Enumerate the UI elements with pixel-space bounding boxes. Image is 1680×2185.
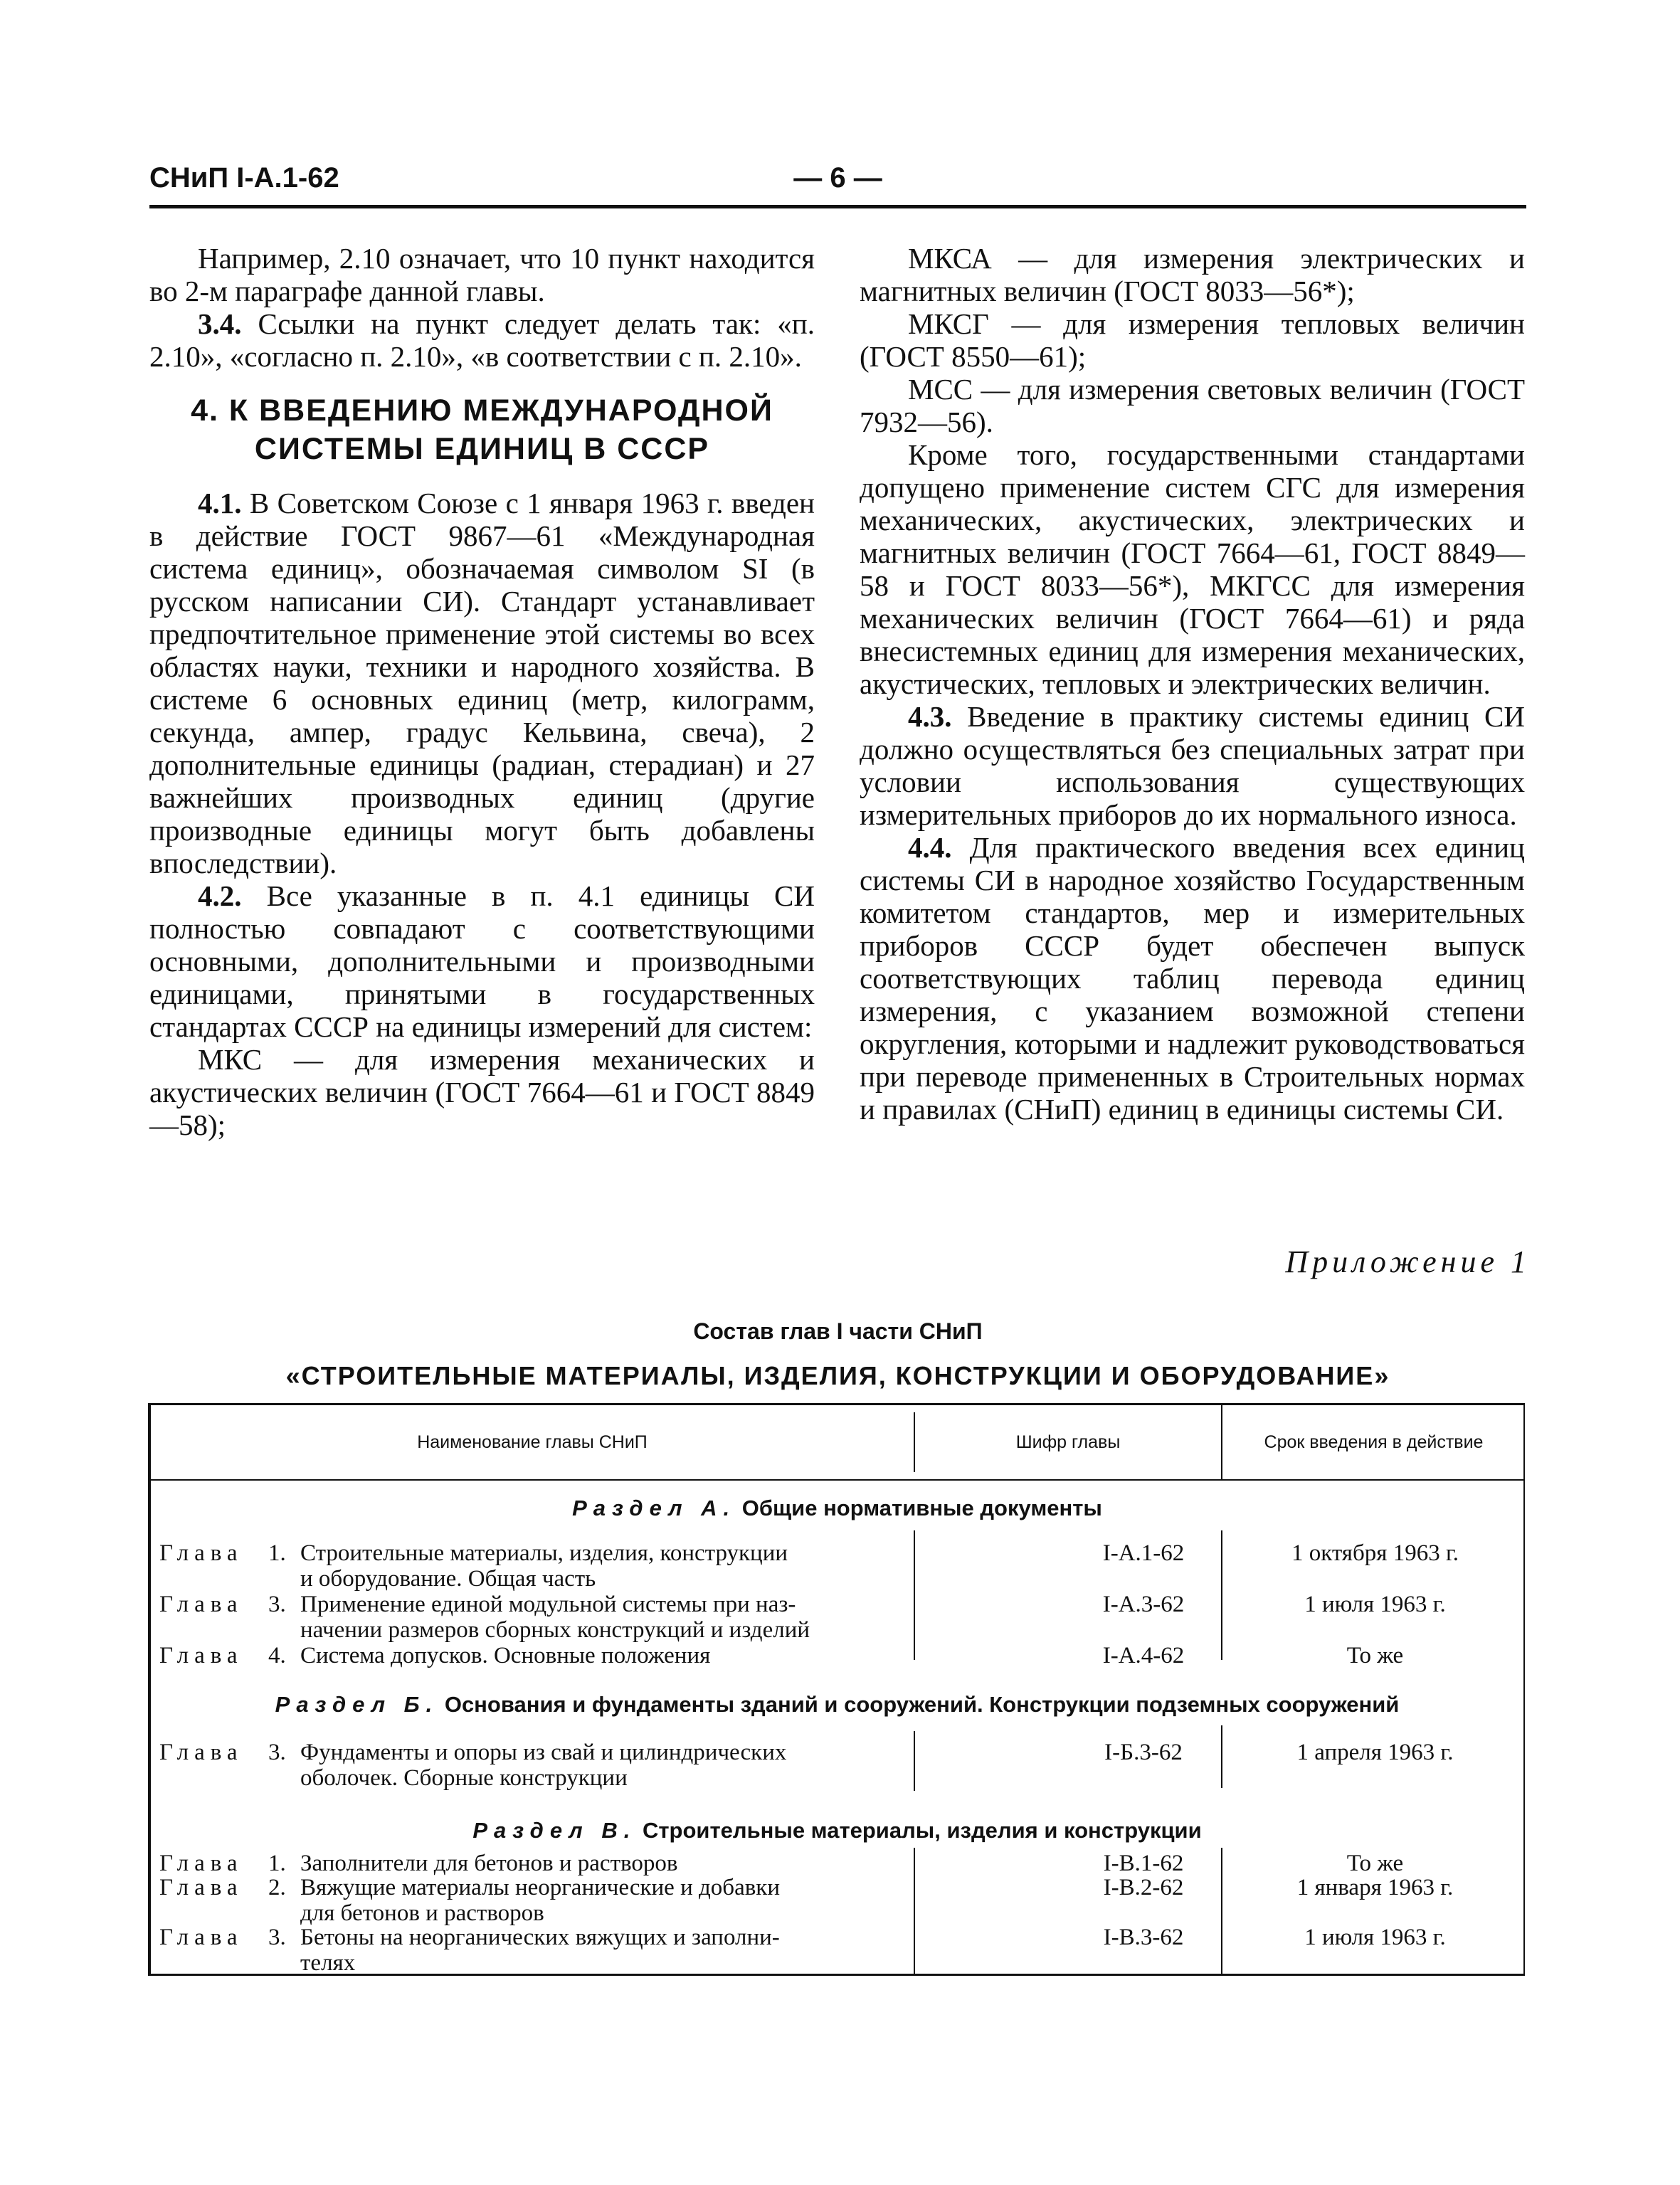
appendix-label: Приложение 1: [1285, 1244, 1531, 1279]
paragraph-text: Введение в практику системы единиц СИ должно осуществляться без специальных затрат при условии использования существующих измерительных приборов до их нормального износа.: [860, 700, 1525, 831]
clause-number: 4.1.: [198, 487, 242, 519]
chapter-name: [300, 1925, 905, 1976]
chapter-name-line: Строительные материалы, изделия, конструкции: [300, 1540, 788, 1566]
chapter-name: Система допусков. Основные положения: [300, 1643, 711, 1668]
paragraph: МКСА — для измерения электрических и магнитных величин (ГОСТ 8033—56*);: [860, 242, 1525, 307]
paragraph: [860, 831, 1525, 1126]
chapter-name-line: Применение единой модульной системы при наз-: [300, 1592, 796, 1617]
paragraph-text: В Советском Союзе с 1 января 1963 г. введен в действие ГОСТ 9867—61 «Международная система единиц», обозначаемая символом SI (в русском написании СИ). Стандарт устанавливает предпочтительное применение этой системы во всех областях науки, техники и народного хозяйства. В системе 6 основных единиц (метр, килограмм, секунда, ампер, градус Кельвина, свеча), 2 дополнительные единицы (радиан, стерадиан) и 27 важнейших производных единиц (другие производные единицы могут быть добавлены впоследствии).: [149, 487, 815, 879]
chapter-number: 3.: [268, 1925, 286, 1950]
paragraph: [149, 307, 815, 373]
chapter-cipher: I-А.4-62: [1102, 1643, 1185, 1668]
chapter-cipher: I-В.3-62: [1103, 1925, 1184, 1950]
effective-date: 1 апреля 1963 г.: [1296, 1740, 1454, 1765]
section-title: Строительные материалы, изделия и конструкции: [636, 1818, 1202, 1843]
chapter-name-line: Вяжущие материалы неорганические и добавки: [300, 1875, 780, 1900]
chapter-name: Заполнители для бетонов и растворов: [300, 1851, 678, 1876]
section-row: [151, 1818, 1523, 1843]
chapter-word: Глава: [159, 1592, 243, 1617]
column-divider: [914, 1412, 915, 1472]
column-header-date: Срок введения в действие: [1264, 1432, 1484, 1452]
clause-number: 3.4.: [198, 307, 242, 340]
chapter-name-line: оболочек. Сборные конструкции: [300, 1765, 628, 1791]
right-column: [860, 242, 1525, 1126]
paragraph-text: Все указанные в п. 4.1 единицы СИ полностью совпадают с соответствующими основными, дополнительными и производными единицами, принятыми в государственных стандартах СССР на единицы измерений для систем:: [149, 879, 815, 1043]
section-heading-line: СИСТЕМЫ ЕДИНИЦ В СССР: [254, 432, 710, 466]
paragraph: МКС — для измерения механических и акустических величин (ГОСТ 7664—61 и ГОСТ 8849—58);: [149, 1043, 815, 1141]
paragraph-text: Ссылки на пункт следует делать так: «п. 2.10», «согласно п. 2.10», «в соответствии с п. 2.10».: [149, 307, 815, 373]
chapter-word: Глава: [159, 1740, 243, 1765]
section-row: [151, 1496, 1523, 1521]
column-divider: [914, 1731, 915, 1791]
chapter-name-line: для бетонов и растворов: [300, 1900, 544, 1926]
chapter-name: [300, 1740, 905, 1791]
page-number: — 6 —: [793, 162, 882, 194]
effective-date: То же: [1346, 1851, 1404, 1876]
column-divider: [914, 1530, 915, 1660]
chapter-cipher: I-Б.3-62: [1104, 1740, 1183, 1765]
chapter-name: [300, 1875, 905, 1926]
effective-date: 1 июля 1963 г.: [1304, 1592, 1446, 1617]
chapter-cipher: I-В.2-62: [1103, 1875, 1184, 1900]
chapter-number: 2.: [268, 1875, 286, 1900]
column-header-name: Наименование главы СНиП: [417, 1432, 648, 1452]
header-divider: [151, 1479, 1523, 1481]
paragraph: Например, 2.10 означает, что 10 пункт находится во 2-м параграфе данной главы.: [149, 242, 815, 307]
chapter-name-line: начении размеров сборных конструкций и изделий: [300, 1617, 810, 1643]
clause-number: 4.2.: [198, 879, 242, 912]
chapter-word: Глава: [159, 1643, 243, 1668]
paragraph-text: Для практического введения всех единиц системы СИ в народное хозяйство Государственным комитетом стандартов, мер и измерительных приборов СССР будет обеспечен выпуск соответствующих таблиц перевода единиц измерения, с указанием возможной степени округления, которыми и надлежит руководствоваться при переводе примененных в Строительных нормах и правилах (СНиП) единиц в единицы системы СИ.: [860, 831, 1525, 1126]
chapter-number: 3.: [268, 1592, 286, 1617]
paragraph: [149, 879, 815, 1043]
section-row: [151, 1692, 1523, 1718]
chapter-name-line: Фундаменты и опоры из свай и цилиндрических: [300, 1740, 787, 1765]
section-label: Раздел В.: [472, 1818, 637, 1843]
chapter-name: [300, 1540, 905, 1592]
section-title: Общие нормативные документы: [736, 1496, 1102, 1520]
chapter-word: Глава: [159, 1925, 243, 1950]
chapter-cipher: I-В.1-62: [1103, 1851, 1184, 1876]
table-title: Состав глав I части СНиП: [693, 1318, 983, 1344]
paragraph: МКСГ — для измерения тепловых величин (ГОСТ 8550—61);: [860, 307, 1525, 373]
column-divider: [1221, 1405, 1222, 1479]
chapter-number: 3.: [268, 1740, 286, 1765]
effective-date: 1 июля 1963 г.: [1304, 1925, 1446, 1950]
paragraph: Кроме того, государственными стандартами допущено применение систем СГС для измерения механических, акустических, электрических и магнитных величин (ГОСТ 7664—61, ГОСТ 8849—58 и ГОСТ 8033—56*), МКГСС для измерения механических величин (ГОСТ 7664—61) и ряда внесистемных единиц для измерения механических, акустических, тепловых и электрических величин.: [860, 438, 1525, 700]
section-heading-line: 4. К ВВЕДЕНИЮ МЕЖДУНАРОДНОЙ: [191, 393, 773, 428]
section-title: Основания и фундаменты зданий и сооружений. Конструкции подземных сооружений: [438, 1692, 1400, 1717]
chapter-number: 1.: [268, 1540, 286, 1566]
section-heading: [149, 391, 815, 468]
page-header: [149, 162, 1526, 205]
chapter-number: 1.: [268, 1851, 286, 1876]
paragraph: [149, 487, 815, 879]
chapter-name: [300, 1592, 905, 1643]
paragraph: [860, 700, 1525, 831]
effective-date: 1 октября 1963 г.: [1291, 1540, 1459, 1566]
chapter-cipher: I-А.1-62: [1102, 1540, 1185, 1566]
paragraph: МСС — для измерения световых величин (ГОСТ 7932—56).: [860, 373, 1525, 438]
section-label: Раздел А.: [572, 1496, 736, 1520]
chapter-cipher: I-А.3-62: [1102, 1592, 1185, 1617]
document-code: СНиП I-А.1-62: [149, 162, 339, 194]
chapter-name-line: телях: [300, 1950, 356, 1976]
column-divider: [914, 1848, 915, 1974]
column-header-cipher: Шифр главы: [1015, 1432, 1121, 1452]
effective-date: То же: [1346, 1643, 1404, 1668]
chapter-word: Глава: [159, 1540, 243, 1566]
section-label: Раздел Б.: [275, 1692, 439, 1717]
chapters-table: [148, 1403, 1525, 1976]
chapter-word: Глава: [159, 1851, 243, 1876]
clause-number: 4.4.: [908, 831, 952, 864]
chapter-word: Глава: [159, 1875, 243, 1900]
chapter-number: 4.: [268, 1643, 286, 1668]
left-column: [149, 242, 815, 1141]
effective-date: 1 января 1963 г.: [1296, 1875, 1454, 1900]
clause-number: 4.3.: [908, 700, 952, 733]
header-rule: [149, 205, 1526, 208]
chapter-name-line: Бетоны на неорганических вяжущих и заполни-: [300, 1925, 780, 1950]
table-subtitle: «СТРОИТЕЛЬНЫЕ МАТЕРИАЛЫ, ИЗДЕЛИЯ, КОНСТРУКЦИИ И ОБОРУДОВАНИЕ»: [285, 1361, 1390, 1390]
chapter-name-line: и оборудование. Общая часть: [300, 1566, 596, 1592]
